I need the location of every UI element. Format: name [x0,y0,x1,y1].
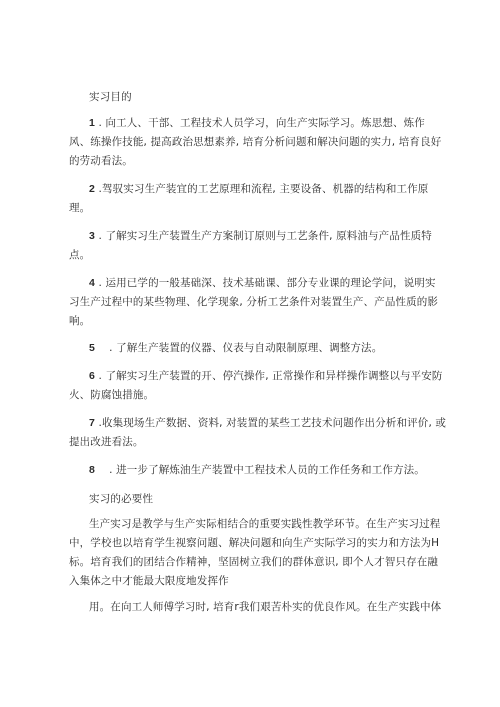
item-number: 4 [89,277,95,289]
item-line: 的劳动看法。 [69,155,133,167]
item-line [69,339,441,358]
item-line [69,274,441,293]
item-line [69,461,441,480]
item-text: . 进一步了解炼油生产装置中工程技术人员的工作任务和工作方法。 [95,464,425,476]
item-line: 点。 [69,249,91,261]
item-text: . 向工人、干部、工程技术人员学习，向生产实际学习。炼思想、炼作 [95,117,425,129]
paragraph-line: 中，学校也以培育学生视察问题、解决问题和向生产实际学习的实力和方法为H [69,537,440,549]
item-line [69,367,441,386]
item-line [69,414,447,433]
item-text: .驾驭实习生产装宜的工艺原理和流程, 主要设备、机器的结构和工作原 [95,183,429,195]
section-heading-necessity: 实习的必要性 [89,493,154,505]
paragraph-line: 入集体之中才能最大限度地发挥作 [69,575,229,587]
item-text: . 运用已学的一般基础深、技术基础课、部分专业课的理论学问，说明实 [95,277,436,289]
necessity-paragraph-1 [69,515,441,591]
purpose-item-6 [69,367,441,405]
item-line: 习生产过程中的某些物理、化学现象, 分析工艺条件对装置生产、产品性质的影 [69,296,439,308]
item-number: 8 [89,464,95,476]
item-line: 提出改进看法。 [69,436,144,448]
paragraph-line: 标。培育我们的团结合作精神，坚固树立我们的群体意识, 即个人才智只存在融 [69,556,439,568]
item-text: .收集现场生产数据、资料, 对装置的某些工艺技术问题作出分析和评价, 或 [95,417,447,429]
purpose-item-1 [69,114,441,171]
purpose-item-5 [69,339,441,358]
item-line [69,180,441,199]
item-number: 5 [89,342,95,354]
paragraph-line: 生产实习是教学与生产实际相结合的重要实践性教学环节。在生产实习过程 [89,518,441,530]
purpose-item-7 [69,414,447,452]
item-text: . 了解生产装置的仪器、仪表与自动限制原理、调整方法。 [95,342,383,354]
item-line [69,114,441,133]
item-line: 理。 [69,202,91,214]
paragraph-line: 用。在向工人师傅学习时, 培育r我们艰苦朴实的优良作风。在生产实践中体 [89,601,442,613]
item-number: 3 [89,230,95,242]
purpose-item-2 [69,180,441,218]
item-number: 2 [89,183,95,195]
item-line: 火、防腐蚀措施。 [69,389,155,401]
item-line: 风、练操作技能, 提高政治思想素养, 培育分析问题和解决问题的实力, 培育良好 [69,136,442,148]
purpose-item-3 [69,227,441,265]
item-text: . 了解实习生产装置的开、停汽操作, 正常操作和异样操作调整以与平安防 [95,370,443,382]
item-number: 1 [89,117,95,129]
item-text: . 了解实习生产装置生产方案制订原则与工艺条件, 原料油与产品性质特 [95,230,432,242]
purpose-item-4 [69,274,441,331]
purpose-item-8 [69,461,441,480]
section-heading-purpose: 实习目的 [89,91,132,103]
necessity-paragraph-2 [69,598,441,617]
item-line [69,227,441,246]
item-number: 7 [89,417,95,429]
item-line: 响。 [69,315,91,327]
item-number: 6 [89,370,95,382]
